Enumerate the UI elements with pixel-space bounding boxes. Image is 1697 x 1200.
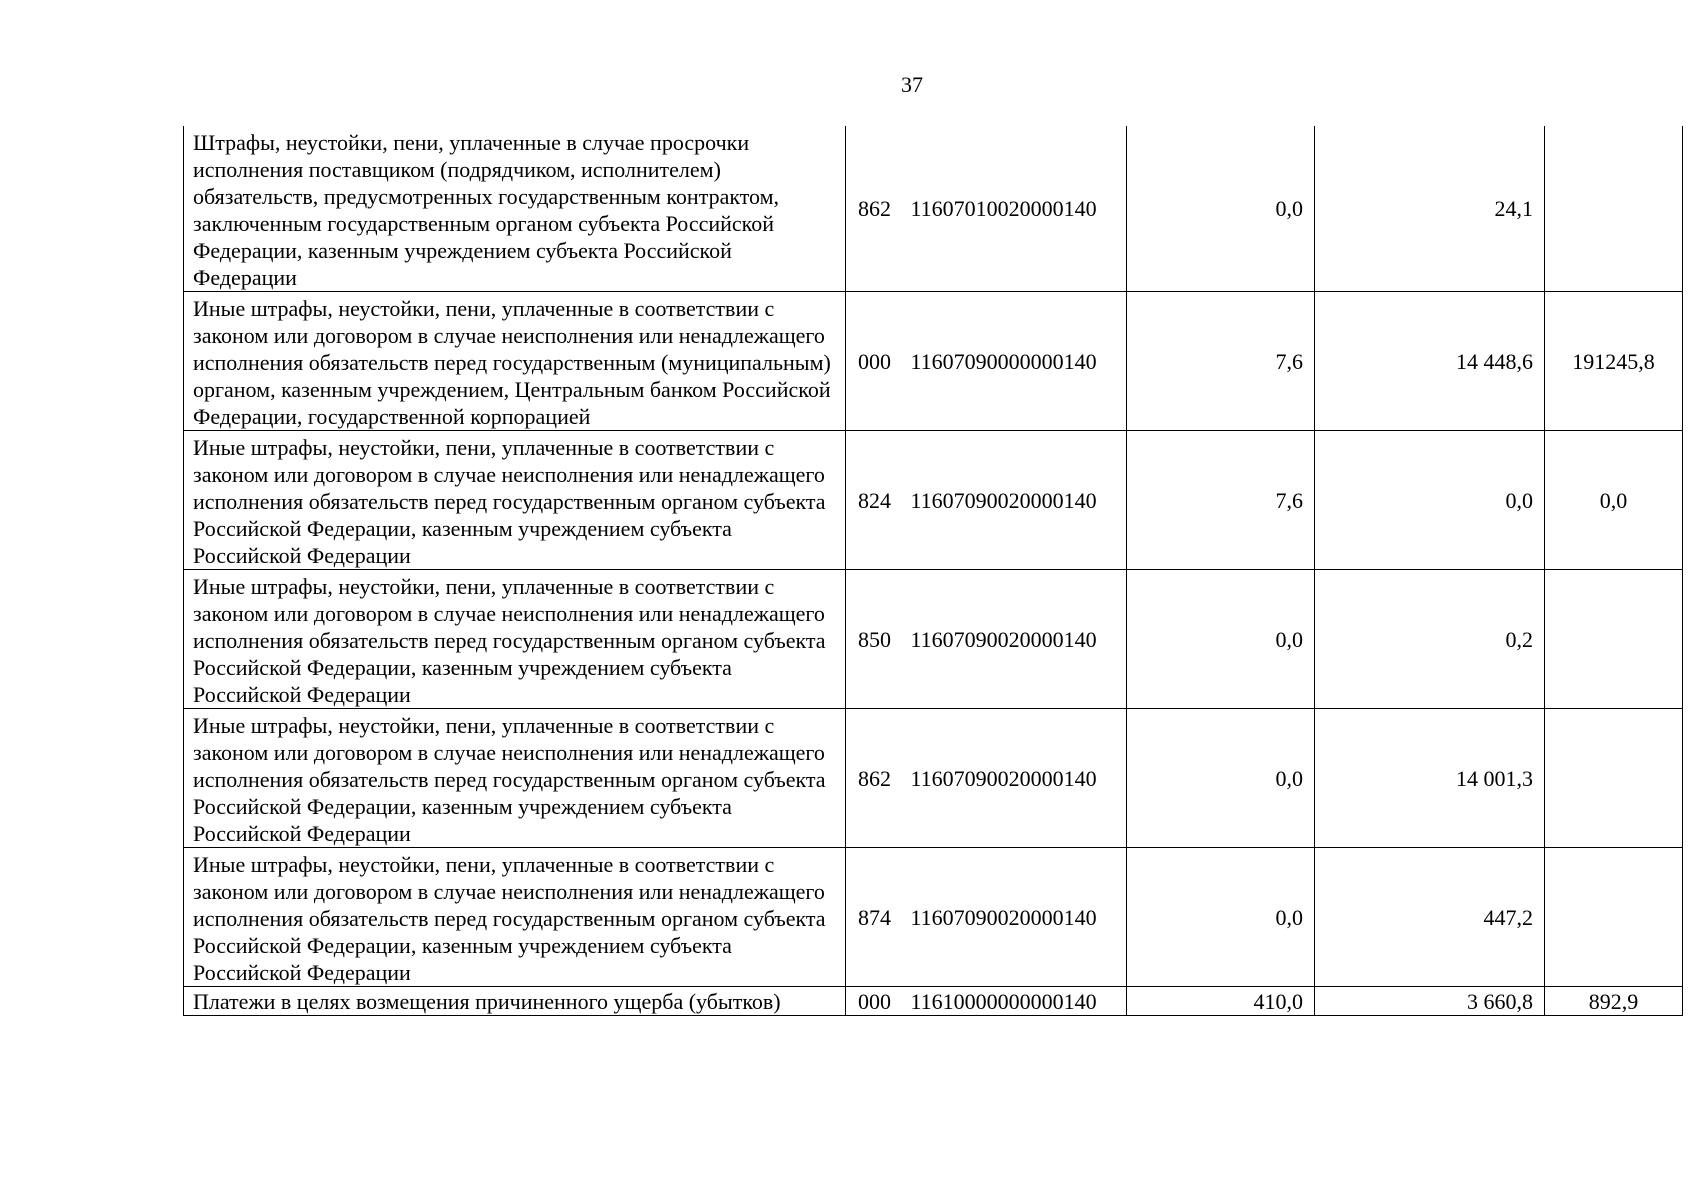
page-number: 37 — [901, 72, 923, 97]
value-col1: 7,6 — [1127, 431, 1315, 570]
table-row — [184, 709, 1683, 848]
value-col3 — [1545, 709, 1683, 848]
table-row — [184, 292, 1683, 431]
row-description: Платежи в целях возмещения причиненного ущерба (убытков) — [184, 987, 846, 1016]
admin-code: 824 — [846, 431, 904, 570]
row-description: Штрафы, неустойки, пени, уплаченные в случае просрочки исполнения поставщиком (подрядчиком, исполнителем) обязательств, предусмотренных государственным контрактом, заключенным государственным органом субъекта Российской Федерации, казенным учреждением субъекта Российской Федерации — [184, 126, 846, 292]
value-col2: 0,2 — [1315, 570, 1545, 709]
value-col2: 447,2 — [1315, 848, 1545, 987]
value-col1: 0,0 — [1127, 709, 1315, 848]
table-row — [184, 431, 1683, 570]
admin-code: 862 — [846, 126, 904, 292]
admin-code: 850 — [846, 570, 904, 709]
admin-code: 000 — [846, 292, 904, 431]
value-col1: 0,0 — [1127, 848, 1315, 987]
value-col3: 0,0 — [1545, 431, 1683, 570]
budget-classification-code: 11607090020000140 — [904, 709, 1127, 848]
value-col3: 892,9 — [1545, 987, 1683, 1016]
admin-code: 874 — [846, 848, 904, 987]
value-col1: 0,0 — [1127, 570, 1315, 709]
budget-classification-code: 11607090000000140 — [904, 292, 1127, 431]
table-row — [184, 570, 1683, 709]
value-col1: 7,6 — [1127, 292, 1315, 431]
budget-classification-code: 11610000000000140 — [904, 987, 1127, 1016]
table-row — [184, 848, 1683, 987]
admin-code: 862 — [846, 709, 904, 848]
budget-classification-code: 11607010020000140 — [904, 126, 1127, 292]
value-col3: 191245,8 — [1545, 292, 1683, 431]
row-description: Иные штрафы, неустойки, пени, уплаченные в соответствии с законом или договором в случае неисполнения или ненадлежащего исполнения обязательств перед государственным (муниципальным) органом, казенным учреждением, Центральным банком Российской Федерации, государственной корпорацией — [184, 292, 846, 431]
value-col1: 0,0 — [1127, 126, 1315, 292]
budget-classification-code: 11607090020000140 — [904, 848, 1127, 987]
value-col2: 14 001,3 — [1315, 709, 1545, 848]
revenue-table — [183, 126, 1683, 1016]
value-col3 — [1545, 126, 1683, 292]
row-description: Иные штрафы, неустойки, пени, уплаченные в соответствии с законом или договором в случае неисполнения или ненадлежащего исполнения обязательств перед государственным органом субъекта Российской Федерации, казенным учреждением субъекта Российской Федерации — [184, 709, 846, 848]
row-description: Иные штрафы, неустойки, пени, уплаченные в соответствии с законом или договором в случае неисполнения или ненадлежащего исполнения обязательств перед государственным органом субъекта Российской Федерации, казенным учреждением субъекта Российской Федерации — [184, 431, 846, 570]
value-col2: 14 448,6 — [1315, 292, 1545, 431]
budget-classification-code: 11607090020000140 — [904, 570, 1127, 709]
value-col2: 0,0 — [1315, 431, 1545, 570]
budget-classification-code: 11607090020000140 — [904, 431, 1127, 570]
value-col3 — [1545, 848, 1683, 987]
admin-code: 000 — [846, 987, 904, 1016]
row-description: Иные штрафы, неустойки, пени, уплаченные в соответствии с законом или договором в случае неисполнения или ненадлежащего исполнения обязательств перед государственным органом субъекта Российской Федерации, казенным учреждением субъекта Российской Федерации — [184, 848, 846, 987]
value-col2: 3 660,8 — [1315, 987, 1545, 1016]
row-description: Иные штрафы, неустойки, пени, уплаченные в соответствии с законом или договором в случае неисполнения или ненадлежащего исполнения обязательств перед государственным органом субъекта Российской Федерации, казенным учреждением субъекта Российской Федерации — [184, 570, 846, 709]
value-col2: 24,1 — [1315, 126, 1545, 292]
table-row — [184, 126, 1683, 292]
value-col1: 410,0 — [1127, 987, 1315, 1016]
table-row — [184, 987, 1683, 1016]
value-col3 — [1545, 570, 1683, 709]
